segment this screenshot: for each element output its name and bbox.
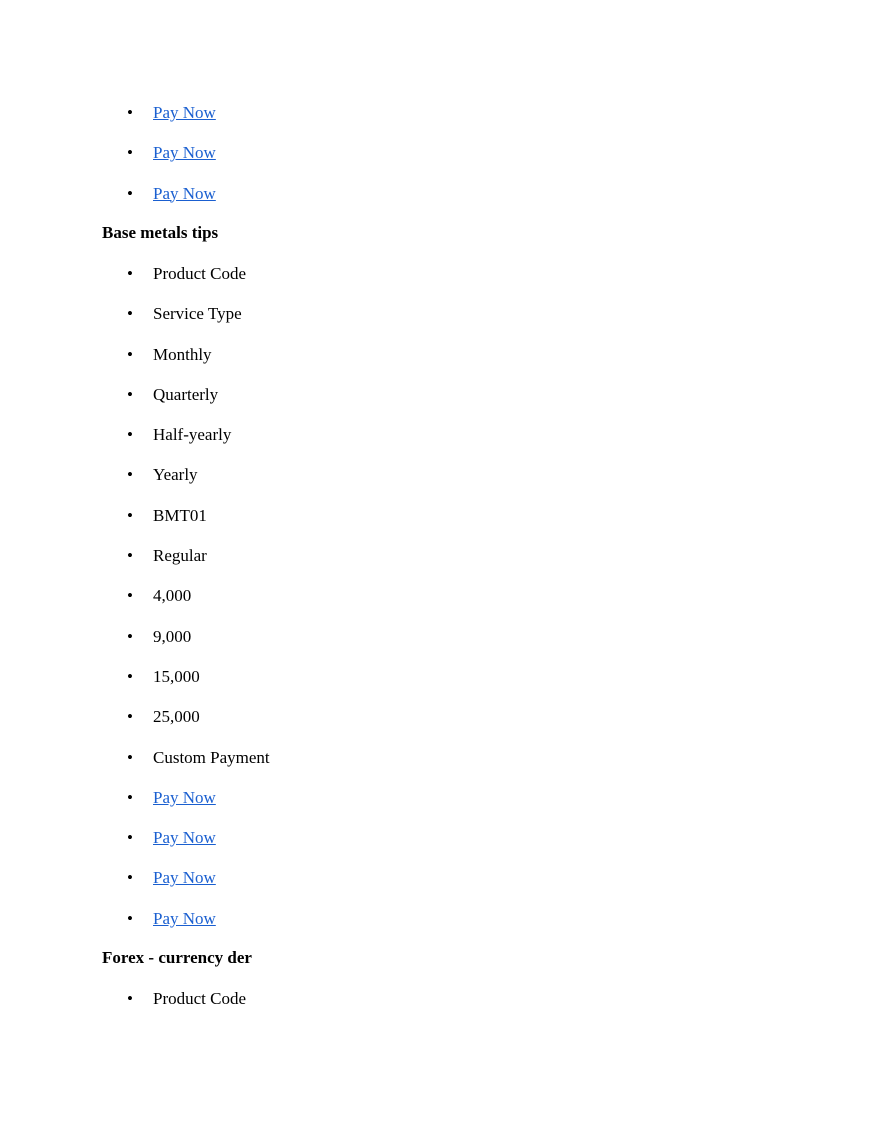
list-item [0, 867, 870, 907]
bullet-icon: • [127, 505, 133, 525]
pay-now-link[interactable]: Pay Now [153, 787, 216, 807]
bullet-icon: • [127, 666, 133, 686]
list-item [0, 706, 870, 746]
list-item [0, 585, 870, 625]
list-item [0, 626, 870, 666]
bullet-icon: • [127, 465, 133, 485]
bullet-icon: • [127, 384, 133, 404]
bullet-icon: • [127, 747, 133, 767]
list-item-text: Custom Payment [153, 747, 270, 767]
bullet-icon: • [127, 787, 133, 807]
bullet-icon: • [127, 586, 133, 606]
list-item [0, 464, 870, 504]
pay-now-link[interactable]: Pay Now [153, 828, 216, 848]
list-item [0, 424, 870, 464]
bullet-icon: • [127, 143, 133, 163]
bullet-icon: • [127, 425, 133, 445]
list-item-text: Service Type [153, 304, 242, 324]
list-item [0, 102, 870, 142]
list-item-text: Product Code [153, 264, 247, 283]
list-item [0, 666, 870, 706]
list-item-text: Product Code [153, 989, 247, 1008]
list-item [0, 263, 870, 303]
list-item [0, 384, 870, 424]
bullet-icon: • [127, 707, 133, 727]
section-heading-forex: Forex - currency der [102, 948, 252, 967]
bullet-icon: • [127, 344, 133, 364]
list-item-text: Quarterly [153, 384, 219, 404]
list-item [0, 303, 870, 343]
bullet-icon: • [127, 908, 133, 928]
list-item [0, 183, 870, 223]
list-item-text: 4,000 [153, 586, 192, 606]
bullet-icon: • [127, 103, 133, 122]
list-item-text: Monthly [153, 344, 212, 364]
list-item-text: 15,000 [153, 666, 200, 686]
bullet-icon: • [127, 989, 133, 1008]
bullet-icon: • [127, 626, 133, 646]
bullet-icon: • [127, 264, 133, 283]
bullet-icon: • [127, 828, 133, 848]
list-item [0, 827, 870, 867]
bullet-icon: • [127, 183, 133, 203]
pay-now-link[interactable]: Pay Now [153, 103, 216, 122]
bullet-icon: • [127, 304, 133, 324]
list-item [0, 545, 870, 585]
list-item-text: 25,000 [153, 707, 200, 727]
section-heading-base-metals: Base metals tips [102, 223, 219, 242]
list-item [0, 908, 870, 948]
list-item-text: Half-yearly [153, 425, 232, 445]
list-item [0, 142, 870, 182]
bullet-icon: • [127, 546, 133, 566]
list-item [0, 988, 870, 1028]
list-item-text: BMT01 [153, 505, 207, 525]
top-pay-links-list [0, 102, 870, 223]
pay-now-link[interactable]: Pay Now [153, 908, 216, 928]
list-item [0, 787, 870, 827]
pay-now-link[interactable]: Pay Now [153, 183, 216, 203]
forex-list [0, 988, 870, 1028]
list-item [0, 505, 870, 545]
list-item [0, 747, 870, 787]
pay-now-link[interactable]: Pay Now [153, 143, 216, 163]
bullet-icon: • [127, 868, 133, 888]
pay-now-link[interactable]: Pay Now [153, 868, 216, 888]
base-metals-list [0, 263, 870, 948]
list-item-text: 9,000 [153, 626, 192, 646]
list-item-text: Regular [153, 546, 207, 566]
list-item-text: Yearly [153, 465, 198, 485]
list-item [0, 344, 870, 384]
